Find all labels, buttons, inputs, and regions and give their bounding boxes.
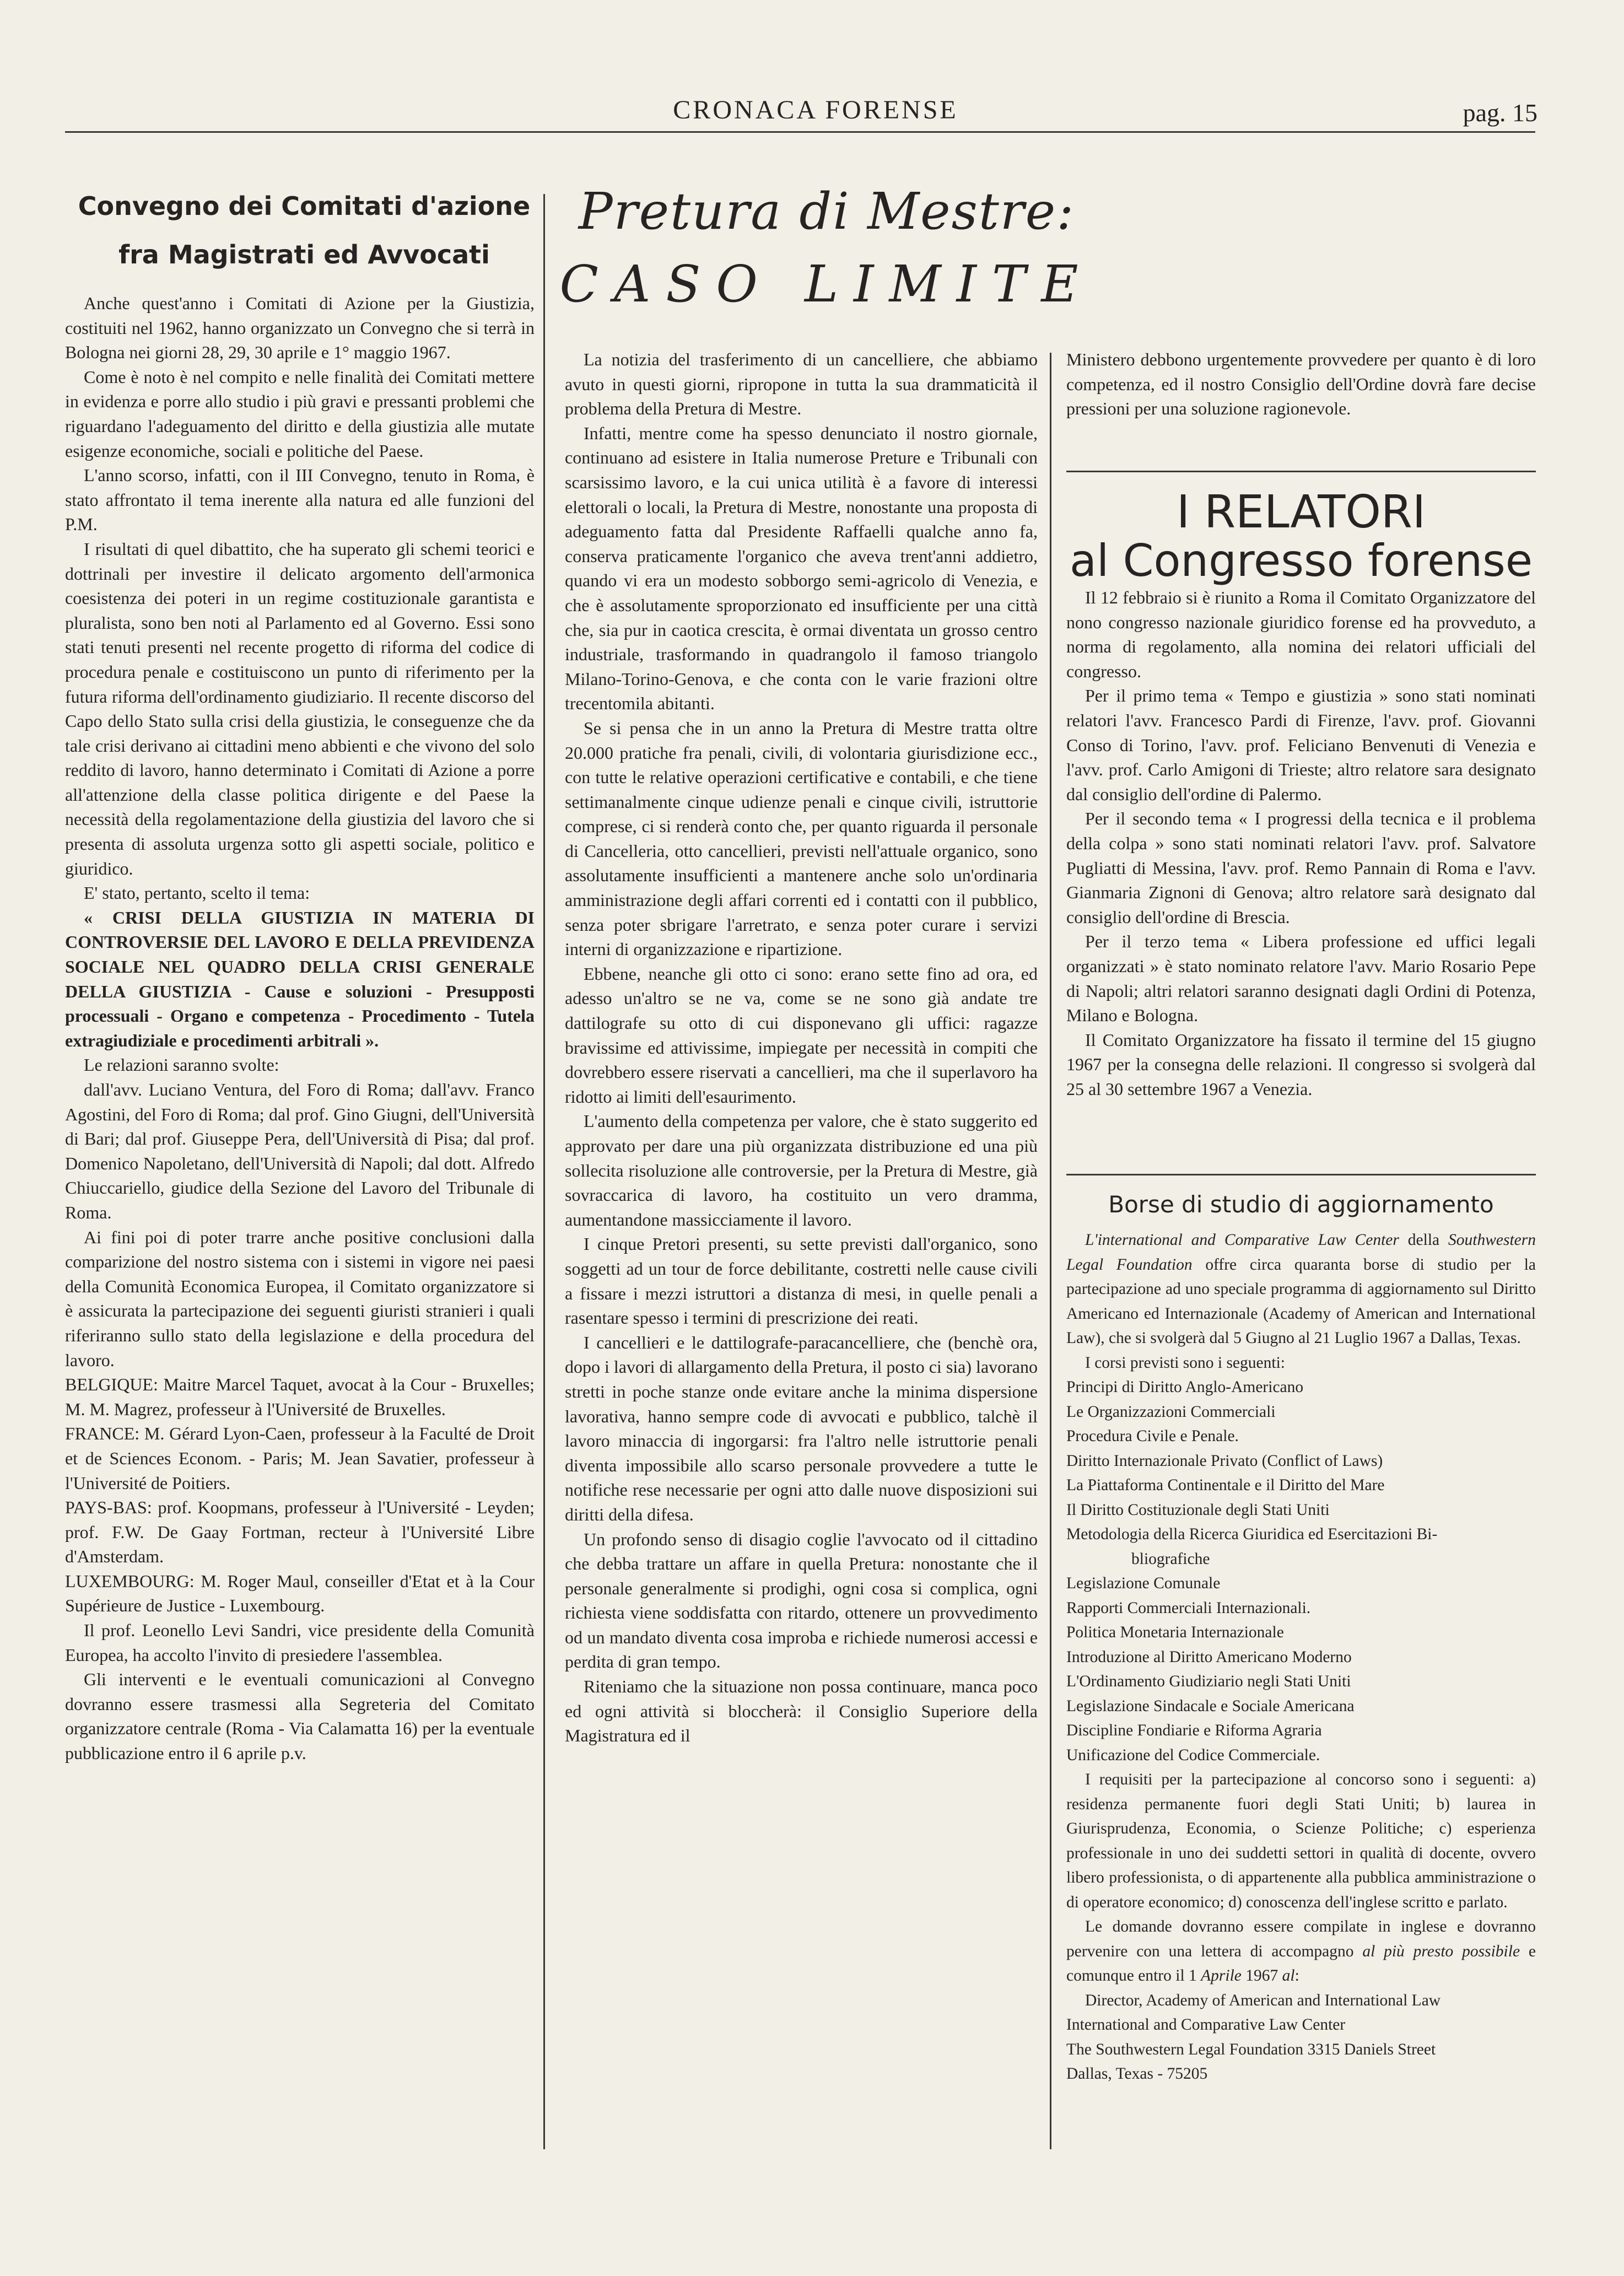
- borse-intro-italic1: L'international and Comparative Law Center: [1085, 1231, 1399, 1249]
- middle-paragraph: Riteniamo che la situazione non possa continuare, manca poco ed ogni attività si bloccherà: il Consiglio Superiore della Magistratura ed il: [565, 1676, 1038, 1746]
- relatori-paragraph: Il Comitato Organizzatore ha fissato il termine del 15 giugno 1967 per la consegna delle relazioni. Il congresso si svolgerà dal 25 al 30 settembre 1967 a Venezia.: [1066, 1029, 1536, 1099]
- borse-requirements: I requisiti per la partecipazione al concorso sono i seguenti: a) residenza permanente fuori degli Stati Uniti; b) laurea in Giurisprudenza, Economia, o Scienze Politiche; c) esperienza professionale in uno dei suddetti settori in qualità di docente, ovvero libero professionista, o di appartenente alla pubblica amministrazione o di operatore economico; d) conoscenza dell'inglese scritto e parlato.: [1066, 1771, 1536, 1911]
- course-item: Introduzione al Diritto Americano Moderno: [1066, 1648, 1352, 1666]
- application-mid2: 1967: [1241, 1967, 1282, 1984]
- column-separator-left-b: [543, 194, 545, 2149]
- application-italic3: al: [1282, 1967, 1295, 1984]
- relatori-body: [1066, 585, 1536, 1101]
- left-paragraph: PAYS-BAS: prof. Koopmans, professeur à l'Université - Leyden; prof. F.W. De Gaay Fortman, recteur à l'Université Libre d'Amsterdam.: [65, 1497, 535, 1567]
- left-paragraph: I risultati di quel dibattito, che ha superato gli schemi teorici e dottrinali per investire il delicato argomento dell'armonica coesistenza dei poteri in un regime costituzionale garantista e pluralista, sono ben noti al Parlamento ed al Governo. Essi sono stati tenuti presenti nel recente progetto di riforma del codice di procedura penale e costituiscono un punto di riferimento per la futura riforma dell'ordinamento giudiziario. Il recente discorso del Capo dello Stato sulla crisi della giustizia, le conseguenze che da tale crisi derivano ai cittadini meno abbienti e che vivono del solo reddito di lavoro, hanno determinato i Comitati di Azione a porre all'attenzione della classe politica dirigente e del Paese la necessità della regolamentazione della giustizia del lavoro che si presenta di assoluta urgenza sotto gli aspetti sociale, politico e giuridico.: [65, 538, 535, 878]
- course-item: La Piattaforma Continentale e il Diritto del Mare: [1066, 1476, 1385, 1494]
- left-paragraph: Ai fini poi di poter trarre anche positive conclusioni dalla comparizione del nostro sistema con i sistemi in vigore nei paesi della Comunità Economica Europea, il Comitato organizzatore si è assicurata la partecipazione dei seguenti giuristi stranieri i quali riferiranno sullo stato della legislazione e della procedura del lavoro.: [65, 1227, 535, 1370]
- middle-paragraph: La notizia del trasferimento di un cancelliere, che abbiamo avuto in questi giorni, ripropone in tutta la sua drammaticità il problema della Pretura di Mestre.: [565, 349, 1038, 419]
- left-paragraph: Le relazioni saranno svolte:: [84, 1055, 279, 1075]
- course-item: L'Ordinamento Giudiziario negli Stati Uniti: [1066, 1673, 1351, 1690]
- course-item: Metodologia della Ricerca Giuridica ed Esercitazioni Bi-: [1066, 1525, 1438, 1543]
- running-header-title: CRONACA FORENSE: [673, 95, 958, 125]
- left-title-line1: Convegno dei Comitati d'azione: [78, 191, 531, 221]
- left-paragraph: dall'avv. Luciano Ventura, del Foro di Roma; dall'avv. Franco Agostini, del Foro di Roma; dal prof. Gino Giugni, dell'Università di Bari; dal prof. Giuseppe Pera, dell'Università di Pisa; dal prof. Domenico Napoletano, dell'Università di Napoli; dal dott. Alfredo Chiuccariello, giudice della Sezione del Lavoro del Tribunale di Roma.: [65, 1080, 535, 1222]
- course-item: Le Organizzazioni Commerciali: [1066, 1403, 1276, 1421]
- middle-paragraph: Se si pensa che in un anno la Pretura di Mestre tratta oltre 20.000 pratiche fra penali, civili, di volontaria giurisdizione ecc., con tutte le relative operazioni certificative e contabili, e che tiene settimanalmente cinque udienze penali e cinque civili, istruttorie comprese, ci si renderà conto che, per quanto riguarda il personale di Cancelleria, otto cancellieri, previsti nell'attuale organico, sono assolutamente insufficienti a mantenere anche solo un'ordinaria amministrazione degli affari correnti ed i contatti con il pubblico, senza poter sbrigare l'arretrato, e senza poter curare i servizi interni di organizzazione e ripartizione.: [565, 718, 1038, 959]
- application-italic1: al più presto possibile: [1362, 1942, 1520, 1960]
- course-item: Rapporti Commerciali Internazionali.: [1066, 1599, 1311, 1617]
- borse-top-rule: [1066, 1174, 1536, 1175]
- relatori-paragraph: Per il secondo tema « I progressi della tecnica e il problema della colpa » sono stati nominati relatori l'avv. prof. Salvatore Pugliatti di Messina, l'avv. prof. Remo Pannain di Roma e l'avv. Gianmaria Zignoni di Genova; altro relatore sarà designato dal consiglio dell'ordine di Brescia.: [1066, 808, 1536, 927]
- column-separator-right: [1050, 353, 1051, 2149]
- relatori-title-line2: al Congresso forense: [1069, 535, 1533, 586]
- left-article-title: [65, 182, 543, 279]
- address-line: Dallas, Texas - 75205: [1066, 2065, 1208, 2083]
- application-end: :: [1294, 1967, 1299, 1984]
- left-paragraph: LUXEMBOURG: M. Roger Maul, conseiller d'Etat et à la Cour Supérieure de Justice - Luxembourg.: [65, 1571, 535, 1616]
- relatori-paragraph: Il 12 febbraio si è riunito a Roma il Comitato Organizzatore del nono congresso nazionale giuridico forense ed ha provveduto, a norma di regolamento, alla nomina dei relatori ufficiali del congresso.: [1066, 587, 1536, 681]
- borse-intro: [1066, 1228, 1536, 1351]
- borse-courses-intro: I corsi previsti sono i seguenti:: [1085, 1353, 1285, 1372]
- page-number: pag. 15: [1463, 99, 1537, 127]
- relatori-top-rule: [1066, 471, 1536, 472]
- address-line: International and Comparative Law Center: [1066, 2016, 1346, 2034]
- borse-intro-rest: offre circa quaranta borse di studio per la partecipazione ad uno speciale programma di aggiornamento sul Diritto Americano ed Internazionale (Academy of American and International Law), che si svolgerà dal 5 Giugno al 21 Luglio 1967 a Dallas, Texas.: [1066, 1255, 1536, 1347]
- course-item: Procedura Civile e Penale.: [1066, 1427, 1239, 1445]
- left-paragraph: Gli interventi e le eventuali comunicazioni al Convegno dovranno essere trasmessi alla Segreteria del Comitato organizzatore centrale (Roma - Via Calamatta 16) per la eventuale pubblicazione entro il 6 aprile p.v.: [65, 1669, 535, 1763]
- course-item: Discipline Fondiarie e Riforma Agraria: [1066, 1722, 1322, 1739]
- middle-article-body: [565, 347, 1038, 1748]
- course-item: Unificazione del Codice Commerciale.: [1066, 1746, 1320, 1764]
- left-paragraph: Anche quest'anno i Comitati di Azione per la Giustizia, costituiti nel 1962, hanno organizzato un Convegno che si terrà in Bologna nei giorni 28, 29, 30 aprile e 1° maggio 1967.: [65, 293, 535, 363]
- course-item-continuation: bliografiche: [1131, 1550, 1210, 1568]
- relatori-paragraph: Per il terzo tema « Libera professione ed uffici legali organizzati » è stato nominato relatore l'avv. Mario Rosario Pepe di Napoli; altri relatori saranno designati dagli Ordini di Potenza, Milano e Bologna.: [1066, 931, 1536, 1026]
- middle-paragraph: Infatti, mentre come ha spesso denunciato il nostro giornale, continuano ad esistere in Italia numerose Preture e Tribunali con scarsissimo lavoro, e la cui unica utilità è a favore di interessi elettorali o locali, la Pretura di Mestre, nonostante una proposta di adeguamento fatta dal Presidente Raffaelli qualche anno fa, conserva praticamente l'organico che aveva trent'anni addietro, quando vi era un modesto sobborgo semi-agricolo di Venezia, e che è assolutamente sproporzionato ed insufficiente per una città che, sia pur in caotica crescita, è ormai diventata un grosso centro industriale, trasformando in quadrangolo il famoso triangolo Milano-Torino-Genova, e che conta con le varie frazioni oltre trecentomila abitanti.: [565, 423, 1038, 714]
- address-line: The Southwestern Legal Foundation 3315 Daniels Street: [1066, 2040, 1436, 2058]
- application-start: Le domande dovranno essere compilate in inglese e dovranno pervenire con una lettera di accompagno: [1066, 1918, 1536, 1960]
- application-mid: e comunque entro il 1: [1066, 1942, 1536, 1984]
- borse-body: [1066, 1228, 1536, 2086]
- course-item: Diritto Internazionale Privato (Conflict of Laws): [1066, 1452, 1383, 1470]
- left-paragraph: E' stato, pertanto, scelto il tema:: [84, 883, 310, 903]
- middle-paragraph: L'aumento della competenza per valore, che è stato suggerito ed approvato per dare una più organizzata distribuzione ed una più sollecita risoluzione alle controversie, per la Pretura di Mestre, già sovraccarica di lavoro, ha costituito un vero dramma, aumentandone massicciamente il lavoro.: [565, 1111, 1038, 1229]
- application-italic2: Aprile: [1201, 1967, 1242, 1984]
- middle-title-line1: Pretura di Mestre:: [578, 182, 1075, 241]
- course-item: Legislazione Comunale: [1066, 1574, 1221, 1592]
- borse-intro-mid: della: [1399, 1231, 1449, 1249]
- borse-intro-italic2: Southwestern Legal Foundation: [1066, 1231, 1536, 1274]
- left-article-body: [65, 291, 535, 1766]
- middle-paragraph: Un profondo senso di disagio coglie l'avvocato od il cittadino che debba trattare un affare in quella Pretura: nonostante che il personale generalmente si prodighi, ogni cosa si complica, ogni richiesta viene soddisfatta con ritardo, ottenere un provvedimento od un mandato diventa cosa improba e richiede numerosi accessi e perdita di gran tempo.: [565, 1529, 1038, 1672]
- middle-paragraph: I cancellieri e le dattilografe-paracancelliere, che (benchè ora, dopo i lavori di allargamento della Pretura, il posto ci sia) lavorano stretti in poche stanze onde evitare anche la minima dispersione lavorativa, hanno sempre code di avvocati e pubblico, talchè il lavoro minaccia di ingorgarsi: fra l'altro nelle istruttorie penali diventa impossibile allo scarso personale provvedere a tutte le notifiche rese necessarie per ogni atto dalle nuove disposizioni sui diritti della difesa.: [565, 1332, 1038, 1524]
- right-continuation: [1066, 347, 1536, 421]
- left-title-line2: fra Magistrati ed Avvocati: [118, 240, 490, 269]
- middle-title-line2: CASO LIMITE: [559, 255, 1094, 314]
- course-item: Il Diritto Costituzionale degli Stati Uniti: [1066, 1501, 1330, 1519]
- borse-application: [1066, 1914, 1536, 1988]
- middle-paragraph: I cinque Pretori presenti, su sette previsti dall'organico, sono soggetti ad un tour de force debilitante, costretti nelle cause civili a fissare i mezzi istruttori a distanza di mesi, in quelle penali a rasentare spesso i termini di prescrizione dei reati.: [565, 1234, 1038, 1328]
- course-item: Politica Monetaria Internazionale: [1066, 1624, 1284, 1641]
- course-item: Principi di Diritto Anglo-Americano: [1066, 1378, 1304, 1396]
- header-rule: [65, 131, 1535, 133]
- left-theme: « CRISI DELLA GIUSTIZIA IN MATERIA DI CONTROVERSIE DEL LAVORO E DELLA PREVIDENZA SOCIALE NEL QUADRO DELLA CRISI GENERALE DELLA GIUSTIZIA - Cause e soluzioni - Presupposti processuali - Organo e competenza - Procedimento - Tutela extragiudiziale e procedimenti arbitrali ».: [65, 907, 535, 1050]
- left-paragraph: BELGIQUE: Maitre Marcel Taquet, avocat à la Cour - Bruxelles; M. M. Magrez, professeur à l'Université de Bruxelles.: [65, 1374, 535, 1419]
- left-paragraph: FRANCE: M. Gérard Lyon-Caen, professeur à la Faculté de Droit et de Sciences Econom. - Paris; M. Jean Savatier, professeur à l'Université de Poitiers.: [65, 1423, 535, 1493]
- course-item: Legislazione Sindacale e Sociale Americana: [1066, 1697, 1355, 1715]
- middle-paragraph: Ebbene, neanche gli otto ci sono: erano sette fino ad ora, ed adesso un'altro se ne va, come se ne sono già andate tre dattilografe su otto di cui disponevano gli uffici: ragazze bravissime ed attivissime, impiegate per necessità in compiti che dovrebbero essere riservati a cancellieri, ma che il superlavoro ha ridotto ai limiti dell'esaurimento.: [565, 963, 1038, 1107]
- relatori-paragraph: Per il primo tema « Tempo e giustizia » sono stati nominati relatori l'avv. Francesco Pardi di Firenze, l'avv. prof. Giovanni Conso di Torino, l'avv. prof. Feliciano Benvenuti di Venezia e l'avv. prof. Carlo Amigoni di Trieste; altro relatore sara designato dal consiglio dell'ordine di Palermo.: [1066, 686, 1536, 804]
- relatori-title-line1: I RELATORI: [1176, 486, 1426, 538]
- borse-title: Borse di studio di aggiornamento: [1108, 1191, 1494, 1218]
- left-paragraph: L'anno scorso, infatti, con il III Convegno, tenuto in Roma, è stato affrontato il tema inerente alla natura ed alle funzioni del P.M.: [65, 465, 535, 535]
- address-line: Director, Academy of American and International Law: [1085, 1991, 1441, 2009]
- right-continuation-text: Ministero debbono urgentemente provvedere per quanto è di loro competenza, ed il nostro Consiglio dell'Ordine dovrà fare decise pressioni per una soluzione ragionevole.: [1066, 349, 1536, 419]
- left-paragraph: Il prof. Leonello Levi Sandri, vice presidente della Comunità Europea, ha accolto l'invito di presiedere l'assemblea.: [65, 1620, 535, 1665]
- left-paragraph: Come è noto è nel compito e nelle finalità dei Comitati mettere in evidenza e porre allo studio i più gravi e pressanti problemi che riguardano l'adeguamento del diritto e della giustizia alle mutate esigenze economiche, sociali e politiche del Paese.: [65, 366, 535, 461]
